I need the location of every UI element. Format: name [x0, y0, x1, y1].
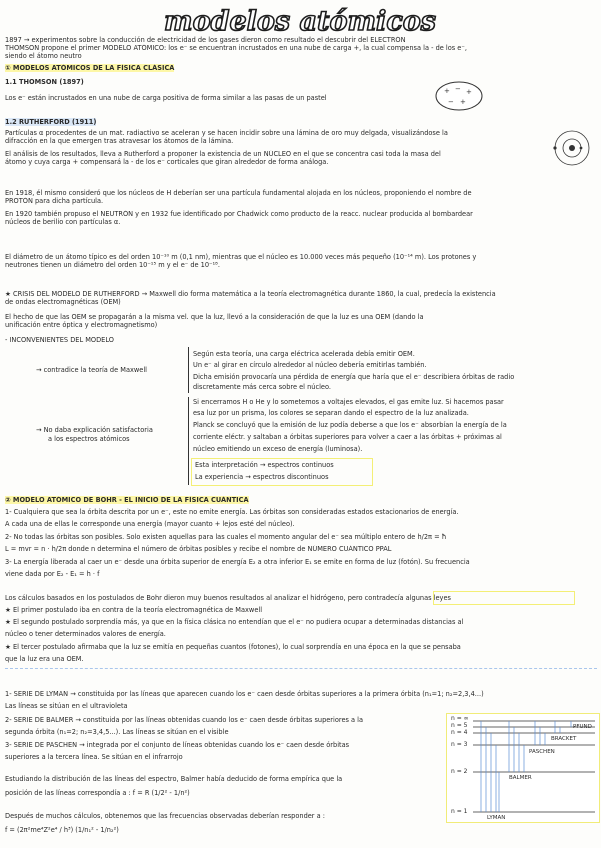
- thomson-heading: 1.1 THOMSON (1897): [5, 78, 84, 86]
- noexplica-line: corriente eléctr. y saltaban a órbitas superiores para volver a caer a las órbitas + próximas al: [193, 433, 502, 441]
- crisis-line: ★ CRISIS DEL MODELO DE RUTHERFORD → Maxwell dio forma matemática a la teoría electromagnética durante 1860, la cual, predecía la existencia: [5, 290, 496, 298]
- calc-line: ★ El primer postulado iba en contra de la teoría electromagnética de Maxwell: [5, 606, 263, 614]
- intro-line: siendo el átomo neutro: [5, 52, 82, 60]
- level-label: n = 4: [451, 729, 468, 736]
- rutherford-atom-icon: [552, 128, 592, 168]
- noexplica-line: esa luz por un prisma, los colores se separan dando el espectro de la luz analizada.: [193, 409, 469, 417]
- rutherford-heading: 1.2 RUTHERFORD (1911): [5, 118, 97, 126]
- svg-text:−: −: [448, 98, 454, 106]
- crisis-line: de ondas electromagnéticas (OEM): [5, 298, 121, 306]
- level-label: n = 2: [451, 768, 468, 775]
- bohr-line: L = mvr = n · h/2π donde n determina el número de órbitas posibles y recibe el nombre de NÚMERO CUÁNTICO PPAL: [5, 545, 392, 553]
- contradice-line: Según esta teoría, una carga eléctrica acelerada debía emitir OEM.: [193, 350, 415, 358]
- series-line: Las líneas se sitúan en el ultravioleta: [5, 702, 128, 710]
- contradice-line: Un e⁻ al girar en círculo alrededor al núcleo debería emitirlas también.: [193, 361, 427, 369]
- calc-line: ★ El segundo postulado sorprendía más, ya que en la física clásica no entendían que el e⁻ no pudiera ocupar a determinadas distancias al: [5, 618, 464, 626]
- noexplica-label: → No daba explicación satisfactoria: [36, 426, 153, 434]
- svg-text:+: +: [466, 88, 472, 96]
- balmer-line: posición de las líneas correspondía a : f = R (1/2² - 1/n²): [5, 789, 190, 797]
- final-line: Después de muchos cálculos, obtenemos que las frecuencias observadas deberían responder a :: [5, 812, 325, 820]
- noexplica-line: núcleo emitiendo un exceso de energía (luminosa).: [193, 445, 363, 453]
- section-2-heading: ② MODELO ATÓMICO DE BOHR - EL INICIO DE LA FÍSICA CUÁNTICA: [5, 496, 249, 504]
- level-label: n = 5: [451, 722, 468, 729]
- bohr-line: 2- No todas las órbitas son posibles. Solo existen aquellas para las cuales el momento angular del e⁻ sea múltiplo entero de h/2π = ħ: [5, 533, 447, 541]
- crisis-line: - INCONVENIENTES DEL MODELO: [5, 336, 114, 344]
- noexplica-line: Si encerramos H o He y lo sometemos a voltajes elevados, el gas emite luz. Si hacemos pasar: [193, 398, 504, 406]
- series-label: PFUND: [573, 724, 592, 730]
- series-line: segunda órbita (n₁=2; n₂=3,4,5...). Las líneas se sitúan en el visible: [5, 728, 229, 736]
- level-label: n = ∞: [451, 715, 469, 722]
- energy-level-diagram: [446, 713, 600, 823]
- rutherford-line: En 1920 también propuso el NEUTRÓN y en 1932 fue identificado por Chadwick como producto de la reacc. nuclear producida al bombardear: [5, 210, 473, 218]
- contradice-label: → contradice la teoría de Maxwell: [36, 366, 147, 374]
- section-1-heading: ① MODELOS ATÓMICOS DE LA FÍSICA CLÁSICA: [5, 64, 175, 72]
- bohr-line: A cada una de ellas le corresponde una energía (mayor cuanto + lejos esté del núcleo).: [5, 520, 295, 528]
- noexplica-line: Esta interpretación → espectros continuos: [195, 461, 334, 469]
- intro-line: THOMSON propone el primer MODELO ATÓMICO: los e⁻ se encuentran incrustados en una nube de carga +, la cual compensa la - de los e⁻,: [5, 44, 467, 52]
- rutherford-line: núcleos de berilio con partículas α.: [5, 218, 121, 226]
- final-line: f = (2π²me⁴Z²e⁴ / h³) (1/n₁² - 1/n₂²): [5, 826, 119, 834]
- title-text: modelos atómicos: [164, 6, 436, 36]
- thomson-text: Los e⁻ están incrustados en una nube de carga positiva de forma similar a las pasas de un pastel: [5, 94, 327, 102]
- series-line: superiores a la tercera línea. Se sitúan en el infrarrojo: [5, 753, 183, 761]
- calc-line: Los cálculos basados en los postulados de Bohr dieron muy buenos resultados al analizar el hidrógeno, pero contradecía algunas leyes: [5, 594, 451, 602]
- bracket: [188, 397, 189, 485]
- rutherford-line: Partículas α procedentes de un mat. radiactivo se aceleran y se hacen incidir sobre una lámina de oro muy delgada, visualizándose la: [5, 129, 448, 137]
- series-line: 1- SERIE DE LYMAN → constituida por las líneas que aparecen cuando los e⁻ caen desde órbitas superiores a la primera órbita (n₁=1; n₂=2,3,4...): [5, 690, 484, 698]
- crisis-line: El hecho de que las OEM se propagarán a la misma vel. que la luz, llevó a la consideración de que la luz es una OEM (dando la: [5, 313, 424, 321]
- rutherford-line: difracción en la que emergen tras atravesar los átomos de la lámina.: [5, 137, 234, 145]
- bohr-line: 3- La energía liberada al caer un e⁻ desde una órbita superior de energía E₂ a otra inferior E₁ se emite en forma de luz (fotón). Su frecuencia: [5, 558, 470, 566]
- rutherford-line: El análisis de los resultados, lleva a Rutherford a proponer la existencia de un NÚCLEO en el que se concentra casi toda la masa del: [5, 150, 441, 158]
- divider: [5, 668, 597, 669]
- level-label: n = 1: [451, 808, 468, 815]
- series-label: LYMAN: [487, 815, 506, 821]
- highlight-box: [433, 591, 575, 605]
- balmer-line: Estudiando la distribución de las líneas del espectro, Balmer había deducido de forma empírica que la: [5, 775, 343, 783]
- series-line: 2- SERIE DE BALMER → constituida por las líneas obtenidas cuando los e⁻ caen desde órbitas superiores a la: [5, 716, 364, 724]
- calc-line: que la luz era una OEM.: [5, 655, 84, 663]
- noexplica-line: Planck se concluyó que la emisión de luz podía deberse a que los e⁻ absorbían la energía de la: [193, 421, 507, 429]
- contradice-line: Dicha emisión provocaría una pérdida de energía que haría que el e⁻ describiera órbitas de radio: [193, 373, 515, 381]
- calc-line: ★ El tercer postulado afirmaba que la luz se emitía en pequeñas cuantos (fotones), lo cual sorprendía en una época en la que se pensaba: [5, 643, 461, 651]
- series-label: PASCHEN: [529, 749, 555, 755]
- svg-text:−: −: [455, 85, 461, 93]
- intro-line: 1897 → experimentos sobre la conducción de electricidad de los gases dieron como resultado el descubrir del ELECTRÓN: [5, 36, 406, 44]
- thomson-atom-icon: [433, 79, 485, 113]
- bohr-line: 1- Cualquiera que sea la órbita descrita por un e⁻, este no emite energía. Las órbitas son consideradas estados estacionarios de energía.: [5, 508, 459, 516]
- noexplica-line: La experiencia → espectros discontinuos: [195, 473, 329, 481]
- bohr-line: viene dada por E₂ - E₁ = h · f: [5, 570, 100, 578]
- bracket: [188, 347, 189, 393]
- contradice-line: discretamente más cerca sobre el núcleo.: [193, 383, 331, 391]
- series-line: 3- SERIE DE PASCHEN → integrada por el conjunto de líneas obtenidas cuando los e⁻ caen desde órbitas: [5, 741, 350, 749]
- calc-line: núcleo o tener determinados valores de energía.: [5, 630, 166, 638]
- page-title: [150, 6, 450, 36]
- rutherford-line: átomo y cuya carga + compensará la - de los e⁻ corticales que giran alrededor de forma análoga.: [5, 158, 329, 166]
- series-label: BRACKET: [551, 736, 577, 742]
- rutherford-line: neutrones tienen un diámetro del orden 10⁻¹⁵ m y el e⁻ de 10⁻¹⁸.: [5, 261, 220, 269]
- level-label: n = 3: [451, 741, 468, 748]
- svg-text:+: +: [444, 87, 450, 95]
- rutherford-line: PROTÓN para dicha partícula.: [5, 197, 104, 205]
- svg-text:+: +: [460, 98, 466, 106]
- series-label: BALMER: [509, 775, 532, 781]
- rutherford-line: El diámetro de un átomo típico es del orden 10⁻¹⁰ m (0,1 nm), mientras que el núcleo es 10.000 veces más pequeño (10⁻¹⁴ m). Los protones y: [5, 253, 477, 261]
- rutherford-line: En 1918, él mismo consideró que los núcleos de H deberían ser una partícula fundamental alojada en los núcleos, proponiendo el nombre de: [5, 189, 472, 197]
- noexplica-label: a los espectros atómicos: [48, 435, 130, 443]
- crisis-line: unificación entre óptica y electromagnetismo): [5, 321, 158, 329]
